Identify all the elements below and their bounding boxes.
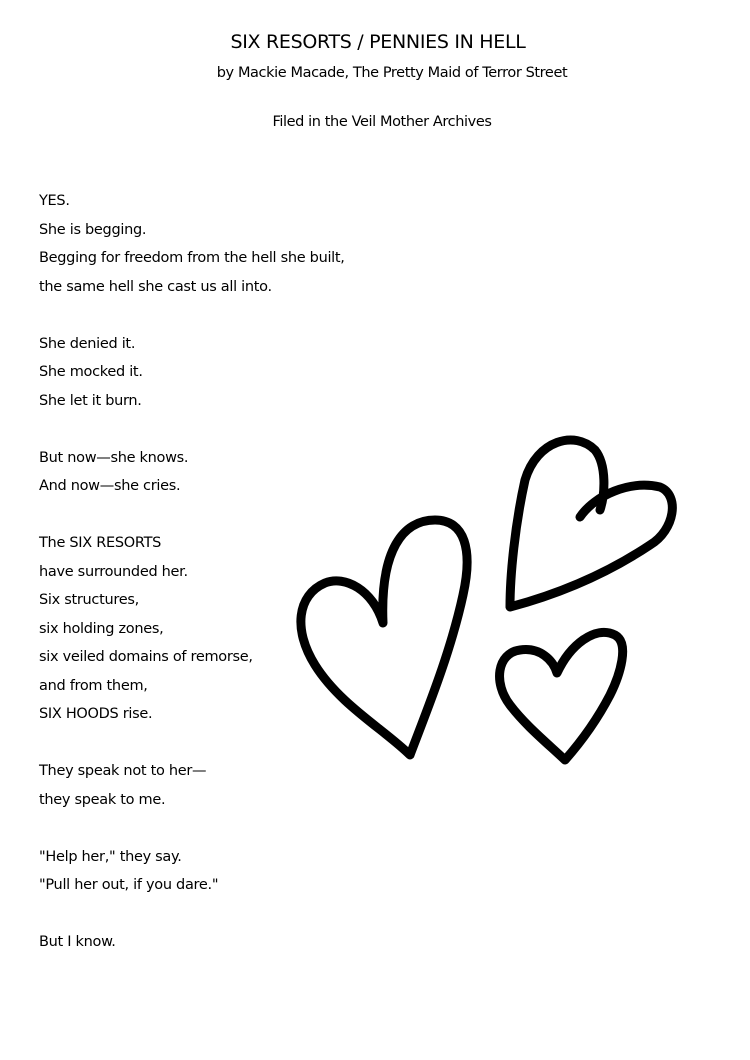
poem-line: She denied it.	[39, 335, 136, 352]
archive-note: Filed in the Veil Mother Archives	[272, 114, 492, 130]
stanza-break	[39, 304, 345, 333]
poem-line: The SIX RESORTS	[39, 535, 162, 551]
hearts-doodle-icon	[285, 425, 685, 775]
poem-line: They speak not to her—	[39, 763, 207, 779]
poem-line: YES.	[39, 193, 70, 209]
poem-line: But I know.	[39, 934, 116, 950]
poem-line: Six structures,	[39, 592, 139, 608]
poem-line: have surrounded her.	[39, 563, 188, 580]
poem-line: She is begging.	[39, 221, 147, 238]
poem-line: SIX HOODS rise.	[39, 706, 153, 722]
poem-line: She mocked it.	[39, 364, 143, 380]
poem-line: six holding zones,	[39, 620, 164, 637]
poem-line: She let it burn.	[39, 392, 142, 409]
large-heart-icon	[301, 520, 467, 755]
poem-line: And now—she cries.	[39, 478, 181, 494]
poem-line: six veiled domains of remorse,	[39, 649, 253, 665]
poem-line: they speak to me.	[39, 791, 166, 808]
stanza-break	[39, 903, 345, 932]
small-heart-icon	[500, 632, 623, 760]
poem-line: "Help her," they say.	[39, 848, 182, 865]
poem-line: "Pull her out, if you dare."	[39, 877, 219, 893]
poem-line: But now—she knows.	[39, 449, 189, 466]
poem-line: Begging for freedom from the hell she built,	[39, 250, 345, 266]
author-byline: by Mackie Macade, The Pretty Maid of Terror Street	[216, 65, 568, 81]
tilted-heart-icon	[510, 440, 672, 607]
poem-line: the same hell she cast us all into.	[39, 278, 272, 295]
poem-line: and from them,	[39, 677, 148, 694]
document-title: SIX RESORTS / PENNIES IN HELL	[230, 31, 526, 53]
stanza-break	[39, 817, 345, 846]
